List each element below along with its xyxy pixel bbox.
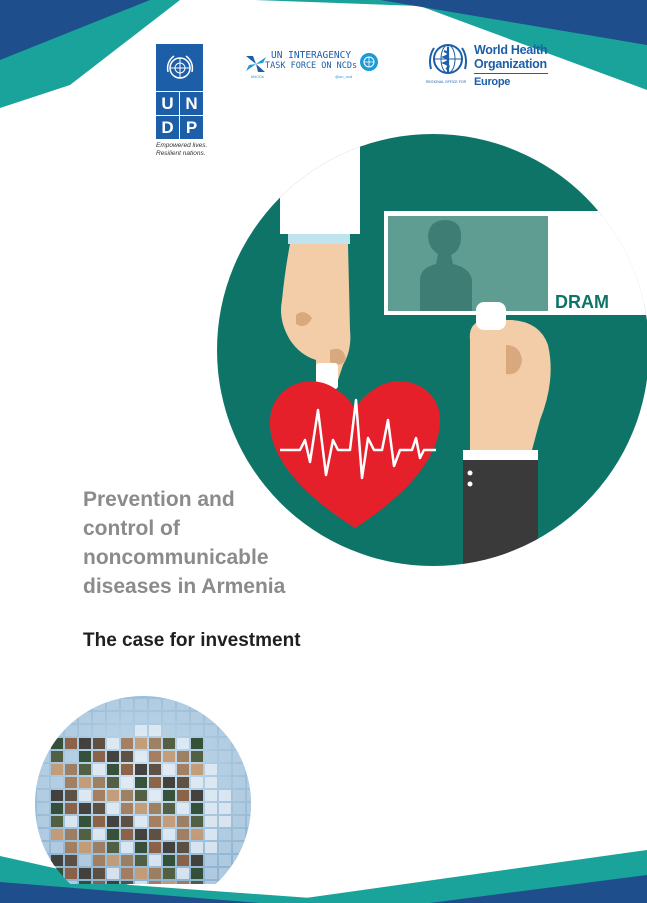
globe-tile xyxy=(247,855,259,866)
globe-tile xyxy=(191,777,203,788)
globe-tile xyxy=(233,868,245,879)
globe-tile xyxy=(51,803,63,814)
globe-tile xyxy=(65,803,77,814)
globe-tile xyxy=(205,777,217,788)
iatf-handle-2: @un_ncd xyxy=(335,74,353,79)
cover-subtitle: The case for investment xyxy=(83,630,301,651)
globe-tile xyxy=(163,725,175,736)
globe-tile xyxy=(163,881,175,884)
globe-tile xyxy=(163,738,175,749)
globe-tile xyxy=(149,751,161,762)
globe-tile xyxy=(107,803,119,814)
globe-tile xyxy=(51,816,63,827)
globe-tile xyxy=(177,725,189,736)
globe-tile xyxy=(177,764,189,775)
globe-tile xyxy=(135,829,147,840)
globe-tile xyxy=(79,842,91,853)
globe-tile xyxy=(121,829,133,840)
undp-tagline-2: Resilient nations. xyxy=(156,150,206,157)
globe-tile xyxy=(261,725,268,736)
globe-tile xyxy=(261,764,268,775)
globe-tile xyxy=(37,725,49,736)
globe-tile xyxy=(121,699,133,710)
globe-tile xyxy=(247,738,259,749)
globe-tile xyxy=(247,764,259,775)
globe-tile xyxy=(65,699,77,710)
globe-tile xyxy=(233,790,245,801)
globe-tile xyxy=(107,712,119,723)
globe-tile xyxy=(233,751,245,762)
globe-tile xyxy=(247,790,259,801)
globe-tile xyxy=(37,699,49,710)
globe-tile xyxy=(205,751,217,762)
globe-tile xyxy=(233,764,245,775)
globe-tile xyxy=(37,764,49,775)
globe-tile xyxy=(149,699,161,710)
globe-tile xyxy=(93,725,105,736)
globe-tile xyxy=(191,738,203,749)
globe-tile xyxy=(23,842,35,853)
globe-tile xyxy=(163,790,175,801)
undp-tagline-1: Empowered lives. xyxy=(156,142,208,149)
globe-tile xyxy=(261,777,268,788)
globe-tile xyxy=(121,803,133,814)
globe-tile xyxy=(135,855,147,866)
globe-tile xyxy=(65,777,77,788)
globe-tile xyxy=(219,881,231,884)
globe-tile xyxy=(191,868,203,879)
globe-tile xyxy=(191,881,203,884)
globe-tile xyxy=(93,751,105,762)
globe-tile xyxy=(37,881,49,884)
globe-tile xyxy=(65,738,77,749)
globe-tile xyxy=(93,842,105,853)
globe-tile xyxy=(79,777,91,788)
globe-tile xyxy=(247,868,259,879)
globe-tile xyxy=(107,699,119,710)
globe-tile xyxy=(261,816,268,827)
globe-tile xyxy=(135,881,147,884)
globe-tile xyxy=(205,868,217,879)
globe-tile xyxy=(23,855,35,866)
globe-tile xyxy=(107,764,119,775)
globe-tile xyxy=(177,751,189,762)
globe-tile xyxy=(23,881,35,884)
globe-tile xyxy=(205,816,217,827)
globe-tile xyxy=(163,803,175,814)
globe-tile xyxy=(51,777,63,788)
globe-tile xyxy=(163,868,175,879)
globe-tile xyxy=(93,881,105,884)
globe-tile xyxy=(65,764,77,775)
globe-tile xyxy=(93,777,105,788)
globe-tile xyxy=(247,699,259,710)
globe-tile xyxy=(205,829,217,840)
globe-tile xyxy=(219,855,231,866)
globe-tile xyxy=(37,751,49,762)
globe-tile xyxy=(177,712,189,723)
globe-tile xyxy=(107,881,119,884)
globe-tile xyxy=(219,777,231,788)
globe-tile xyxy=(247,881,259,884)
globe-icon xyxy=(18,694,268,884)
globe-tile xyxy=(93,790,105,801)
globe-tile xyxy=(23,816,35,827)
globe-tile xyxy=(107,816,119,827)
globe-tile xyxy=(121,764,133,775)
globe-tile xyxy=(149,842,161,853)
globe-tile xyxy=(163,777,175,788)
globe-tile xyxy=(149,764,161,775)
globe-tile xyxy=(261,803,268,814)
globe-tile xyxy=(149,790,161,801)
globe-tile xyxy=(79,881,91,884)
iatf-line1: UN INTERAGENCY xyxy=(271,50,352,61)
globe-tile xyxy=(79,816,91,827)
globe-tile xyxy=(65,816,77,827)
globe-tile xyxy=(23,751,35,762)
globe-tile xyxy=(233,829,245,840)
globe-tile xyxy=(23,868,35,879)
globe-tile xyxy=(51,751,63,762)
globe-tile xyxy=(149,881,161,884)
globe-tile xyxy=(247,816,259,827)
globe-tile xyxy=(51,738,63,749)
globe-tile xyxy=(135,803,147,814)
globe-tile xyxy=(51,881,63,884)
globe-tile xyxy=(121,738,133,749)
globe-tile xyxy=(51,725,63,736)
globe-tile xyxy=(51,829,63,840)
globe-tile xyxy=(121,777,133,788)
globe-tile xyxy=(247,803,259,814)
globe-tile xyxy=(135,738,147,749)
globe-tile xyxy=(247,712,259,723)
globe-tile xyxy=(233,777,245,788)
globe-tile xyxy=(107,842,119,853)
globe-tile xyxy=(177,699,189,710)
globe-tile xyxy=(37,777,49,788)
globe-tile xyxy=(163,855,175,866)
globe-tile xyxy=(261,712,268,723)
globe-tile xyxy=(121,751,133,762)
globe-tile xyxy=(51,868,63,879)
globe-tile xyxy=(233,803,245,814)
globe-tile xyxy=(107,738,119,749)
globe-tile xyxy=(261,881,268,884)
globe-tile xyxy=(79,751,91,762)
globe-tile xyxy=(79,699,91,710)
globe-tile xyxy=(233,881,245,884)
globe-tile xyxy=(149,816,161,827)
globe-tile xyxy=(233,699,245,710)
globe-tile xyxy=(93,816,105,827)
globe-tile xyxy=(135,777,147,788)
title-line: diseases in Armenia xyxy=(83,575,286,598)
globe-tile xyxy=(135,816,147,827)
globe-tile xyxy=(37,816,49,827)
globe-tile xyxy=(37,790,49,801)
title-line: Prevention and xyxy=(83,488,235,511)
globe-tile xyxy=(219,842,231,853)
white-sleeve xyxy=(280,130,360,234)
who-regional-office: REGIONAL OFFICE FOR xyxy=(426,80,467,84)
globe-tile xyxy=(121,855,133,866)
globe-tile xyxy=(177,829,189,840)
globe-tile xyxy=(219,764,231,775)
globe-tile xyxy=(219,712,231,723)
globe-tile xyxy=(93,764,105,775)
globe-tile xyxy=(219,803,231,814)
globe-tile xyxy=(163,764,175,775)
globe-tile xyxy=(79,712,91,723)
globe-tile xyxy=(79,803,91,814)
globe-tile xyxy=(107,855,119,866)
globe-tile xyxy=(163,829,175,840)
globe-tile xyxy=(121,842,133,853)
globe-tile xyxy=(191,842,203,853)
dark-sleeve xyxy=(463,458,538,578)
globe-tile xyxy=(149,868,161,879)
globe-tile xyxy=(177,790,189,801)
globe-tile xyxy=(261,842,268,853)
globe-tile xyxy=(205,855,217,866)
globe-tile xyxy=(107,790,119,801)
globe-tile xyxy=(191,712,203,723)
globe-tile xyxy=(191,816,203,827)
globe-tile xyxy=(121,868,133,879)
globe-tile xyxy=(205,712,217,723)
globe-tile xyxy=(135,725,147,736)
globe-tile xyxy=(107,829,119,840)
globe-tile xyxy=(247,829,259,840)
globe-tile xyxy=(121,790,133,801)
globe-tile xyxy=(23,803,35,814)
globe-tile xyxy=(177,777,189,788)
globe-tile xyxy=(23,790,35,801)
globe-tile xyxy=(191,699,203,710)
globe-tile xyxy=(51,712,63,723)
globe-tile xyxy=(163,842,175,853)
globe-tile xyxy=(23,712,35,723)
sleeve-cuff xyxy=(288,234,350,244)
globe-tile xyxy=(219,751,231,762)
globe-tile xyxy=(23,829,35,840)
globe-tile xyxy=(247,777,259,788)
iatf-line2: TASK FORCE ON NCDs xyxy=(265,61,358,71)
who-line2: Organization xyxy=(474,57,547,71)
globe-tile xyxy=(107,725,119,736)
globe-tile xyxy=(177,855,189,866)
globe-tile xyxy=(23,777,35,788)
globe-tile xyxy=(37,803,49,814)
globe-tile xyxy=(177,738,189,749)
globe-tile xyxy=(51,842,63,853)
globe-tile xyxy=(65,751,77,762)
globe-tile xyxy=(247,842,259,853)
globe-tile xyxy=(261,738,268,749)
globe-tile xyxy=(135,699,147,710)
globe-tile xyxy=(205,699,217,710)
globe-tile xyxy=(261,829,268,840)
globe-tile xyxy=(191,751,203,762)
globe-tile xyxy=(177,868,189,879)
globe-tile xyxy=(79,790,91,801)
undp-letter: N xyxy=(180,92,203,115)
globe-tile xyxy=(177,842,189,853)
globe-tile xyxy=(135,790,147,801)
globe-tile xyxy=(149,829,161,840)
globe-tile xyxy=(233,725,245,736)
who-line3: Europe xyxy=(474,76,511,88)
globe-tile xyxy=(93,712,105,723)
globe-tile xyxy=(205,764,217,775)
globe-tile xyxy=(163,816,175,827)
globe-tile xyxy=(135,764,147,775)
globe-tile xyxy=(233,712,245,723)
globe-tile xyxy=(261,855,268,866)
globe-tile xyxy=(51,790,63,801)
globe-tile xyxy=(37,738,49,749)
globe-tile xyxy=(37,829,49,840)
globe-tile xyxy=(205,738,217,749)
globe-tile xyxy=(37,842,49,853)
globe-tile xyxy=(219,725,231,736)
globe-tile xyxy=(261,751,268,762)
globe-tile xyxy=(79,829,91,840)
globe-tile xyxy=(23,699,35,710)
iatf-handle-1: #NCDs xyxy=(251,74,264,79)
globe-tile xyxy=(219,790,231,801)
globe-tile xyxy=(79,738,91,749)
globe-tile xyxy=(149,803,161,814)
globe-tile xyxy=(191,803,203,814)
undp-letter: U xyxy=(156,92,179,115)
banknote-label: DRAM xyxy=(555,292,609,312)
title-line: control of xyxy=(83,517,180,540)
globe-tile xyxy=(149,738,161,749)
globe-tile xyxy=(261,790,268,801)
globe-tile xyxy=(93,829,105,840)
globe-tile xyxy=(65,790,77,801)
globe-tile xyxy=(233,738,245,749)
globe-tile xyxy=(191,790,203,801)
globe-tile xyxy=(163,712,175,723)
globe-tile xyxy=(205,790,217,801)
shirt-cuff xyxy=(463,450,538,460)
globe-tile xyxy=(205,881,217,884)
globe-tile xyxy=(205,725,217,736)
globe-tile xyxy=(177,881,189,884)
globe-tile xyxy=(247,725,259,736)
globe-tile xyxy=(23,725,35,736)
globe-tile xyxy=(163,699,175,710)
globe-tile xyxy=(149,725,161,736)
globe-tile xyxy=(191,855,203,866)
globe-tile xyxy=(79,725,91,736)
globe-tile xyxy=(121,725,133,736)
globe-tile xyxy=(93,738,105,749)
globe-tile xyxy=(65,829,77,840)
globe-tile xyxy=(65,842,77,853)
globe-tile xyxy=(191,829,203,840)
globe-tile xyxy=(93,868,105,879)
globe-tile xyxy=(51,855,63,866)
globe-tile xyxy=(79,868,91,879)
globe-tile xyxy=(135,712,147,723)
globe-tile xyxy=(219,868,231,879)
globe-tile xyxy=(37,855,49,866)
globe-tile xyxy=(93,855,105,866)
globe-tile xyxy=(219,816,231,827)
globe-tile xyxy=(121,816,133,827)
globe-tile xyxy=(149,855,161,866)
globe-tile xyxy=(23,738,35,749)
globe-tile xyxy=(107,751,119,762)
globe-tile xyxy=(37,868,49,879)
globe-tile xyxy=(219,829,231,840)
globe-tile xyxy=(149,777,161,788)
globe-tile xyxy=(163,751,175,762)
globe-tile xyxy=(205,803,217,814)
globe-tile xyxy=(107,777,119,788)
globe-tile xyxy=(261,868,268,879)
globe-tile xyxy=(233,816,245,827)
globe-tile xyxy=(93,699,105,710)
globe-tile xyxy=(23,764,35,775)
globe-tile xyxy=(233,855,245,866)
globe-tile xyxy=(51,764,63,775)
globe-tile xyxy=(65,712,77,723)
title-line: noncommunicable xyxy=(83,546,269,569)
undp-letter: D xyxy=(156,116,179,139)
globe-tile xyxy=(93,803,105,814)
globe-tile xyxy=(65,881,77,884)
globe-tile xyxy=(219,738,231,749)
undp-letter: P xyxy=(180,116,203,139)
globe-tile xyxy=(79,764,91,775)
globe-tile xyxy=(51,699,63,710)
globe-tile xyxy=(205,842,217,853)
globe-tile xyxy=(177,816,189,827)
globe-tile xyxy=(149,712,161,723)
who-line1: World Health xyxy=(474,43,548,57)
globe-tile xyxy=(247,751,259,762)
globe-tile xyxy=(37,712,49,723)
globe-tile xyxy=(121,712,133,723)
globe-tile xyxy=(191,725,203,736)
globe-tile xyxy=(65,868,77,879)
globe-tile xyxy=(107,868,119,879)
globe-tile xyxy=(219,699,231,710)
globe-tile xyxy=(79,855,91,866)
globe-tile xyxy=(65,855,77,866)
globe-tile xyxy=(135,868,147,879)
globe-tile xyxy=(135,842,147,853)
globe-tile xyxy=(121,881,133,884)
globe-tile xyxy=(135,751,147,762)
globe-tile xyxy=(177,803,189,814)
globe-tile xyxy=(191,764,203,775)
globe-tile xyxy=(65,725,77,736)
globe-tile xyxy=(233,842,245,853)
globe-tile xyxy=(261,699,268,710)
